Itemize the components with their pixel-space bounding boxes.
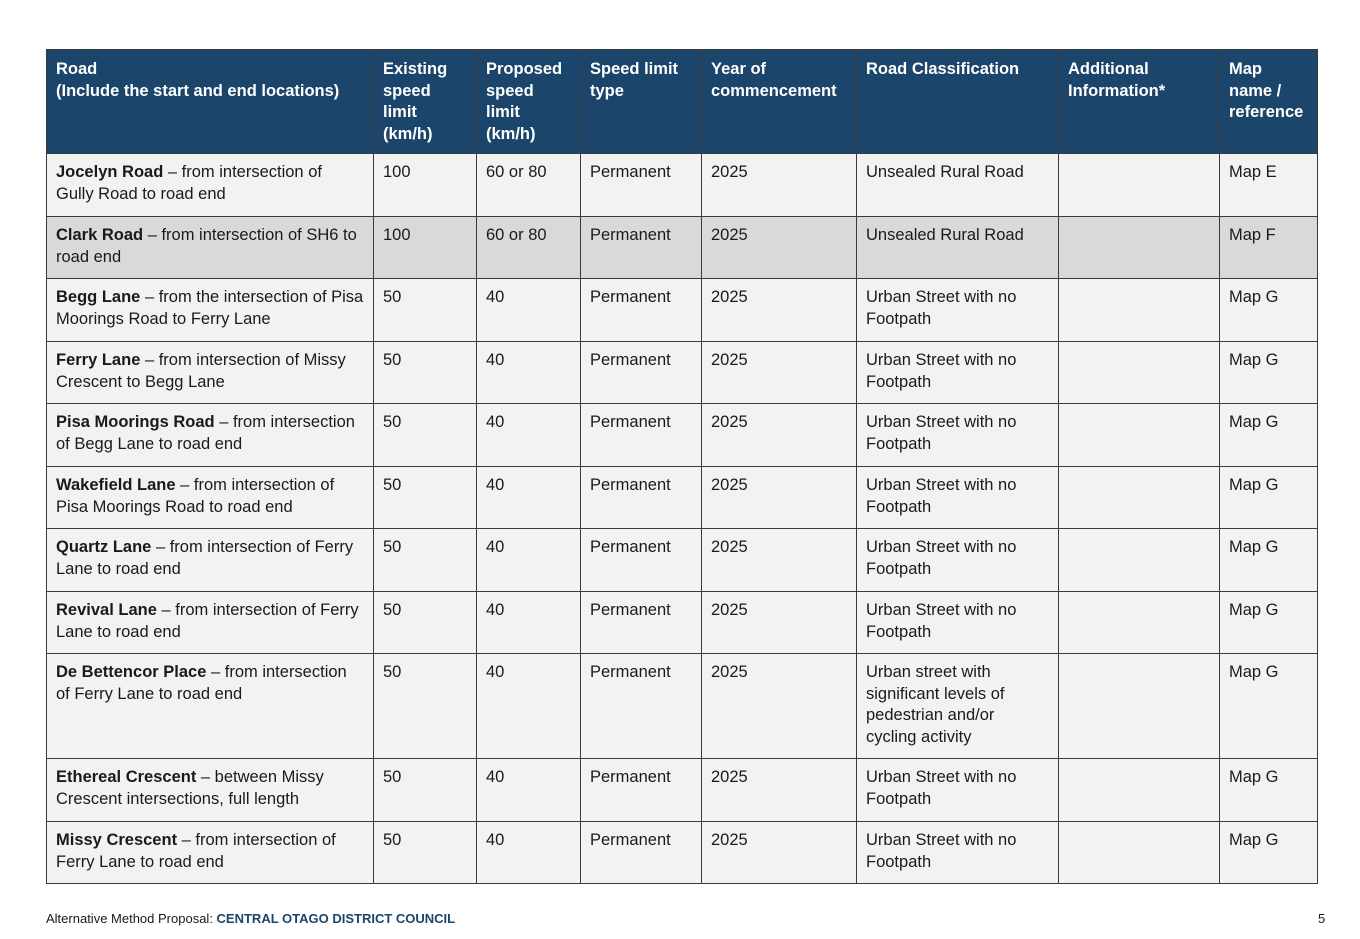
cell-speed-limit-type: Permanent: [581, 279, 702, 342]
header-road-subtitle: (Include the start and end locations): [56, 81, 340, 100]
cell-speed-limit-type: Permanent: [581, 529, 702, 592]
header-road-title: Road: [56, 60, 98, 78]
footer-label: Alternative Method Proposal:: [46, 911, 217, 926]
cell-year: 2025: [702, 654, 857, 759]
cell-speed-limit-type: Permanent: [581, 467, 702, 529]
cell-speed-limit-type: Permanent: [581, 759, 702, 822]
cell-road: [47, 404, 374, 467]
cell-road: [47, 217, 374, 279]
cell-additional-info: [1059, 822, 1220, 884]
cell-road: [47, 822, 374, 884]
cell-proposed-speed: 40: [477, 759, 581, 822]
cell-year: 2025: [702, 759, 857, 822]
cell-speed-limit-type: Permanent: [581, 154, 702, 217]
cell-map-reference: Map E: [1220, 154, 1318, 217]
page-footer: [46, 911, 455, 926]
road-name: Ferry Lane: [56, 351, 141, 369]
cell-road-classification: Urban Street with no Footpath: [857, 529, 1059, 592]
header-speed-limit-type: Speed limit type: [581, 50, 702, 154]
cell-proposed-speed: 60 or 80: [477, 217, 581, 279]
road-description: – from intersection of Pisa Moorings Road to road end: [56, 476, 335, 516]
cell-proposed-speed: 40: [477, 529, 581, 592]
cell-year: 2025: [702, 342, 857, 404]
cell-existing-speed: 50: [374, 342, 477, 404]
cell-map-reference: Map G: [1220, 342, 1318, 404]
road-name: Begg Lane: [56, 288, 141, 306]
cell-proposed-speed: 40: [477, 279, 581, 342]
table-row: [47, 342, 1318, 404]
footer-organisation: CENTRAL OTAGO DISTRICT COUNCIL: [216, 911, 456, 926]
cell-additional-info: [1059, 404, 1220, 467]
cell-road: [47, 467, 374, 529]
table-row: [47, 822, 1318, 884]
header-proposed-speed: Proposed speed limit (km/h): [477, 50, 581, 154]
cell-map-reference: Map G: [1220, 592, 1318, 654]
cell-proposed-speed: 40: [477, 342, 581, 404]
road-name: Ethereal Crescent: [56, 768, 197, 786]
cell-existing-speed: 50: [374, 279, 477, 342]
cell-proposed-speed: 40: [477, 654, 581, 759]
cell-proposed-speed: 40: [477, 592, 581, 654]
cell-year: 2025: [702, 404, 857, 467]
cell-road-classification: Urban Street with no Footpath: [857, 342, 1059, 404]
cell-proposed-speed: 40: [477, 404, 581, 467]
cell-additional-info: [1059, 467, 1220, 529]
cell-map-reference: Map G: [1220, 529, 1318, 592]
cell-proposed-speed: 60 or 80: [477, 154, 581, 217]
header-year: Year of commencement: [702, 50, 857, 154]
cell-existing-speed: 50: [374, 654, 477, 759]
table-row: [47, 654, 1318, 759]
cell-map-reference: Map F: [1220, 217, 1318, 279]
header-existing-speed: Existing speed limit (km/h): [374, 50, 477, 154]
cell-road-classification: Urban Street with no Footpath: [857, 759, 1059, 822]
page-number: 5: [1318, 911, 1326, 926]
road-description: – between Missy Crescent intersections, full length: [56, 768, 324, 808]
table-row: [47, 467, 1318, 529]
table-row: [47, 529, 1318, 592]
table-header-row: [47, 50, 1318, 154]
cell-additional-info: [1059, 279, 1220, 342]
cell-additional-info: [1059, 759, 1220, 822]
speed-limit-table: [46, 49, 1318, 884]
cell-map-reference: Map G: [1220, 467, 1318, 529]
road-description: – from intersection of SH6 to road end: [56, 226, 357, 266]
cell-year: 2025: [702, 467, 857, 529]
cell-year: 2025: [702, 529, 857, 592]
cell-road-classification: Urban street with significant levels of pedestrian and/or cycling activity: [857, 654, 1059, 759]
header-road-classification: Road Classification: [857, 50, 1059, 154]
road-description: – from intersection of Missy Crescent to Begg Lane: [56, 351, 346, 391]
cell-map-reference: Map G: [1220, 279, 1318, 342]
cell-road-classification: Urban Street with no Footpath: [857, 822, 1059, 884]
table-row: [47, 592, 1318, 654]
cell-speed-limit-type: Permanent: [581, 592, 702, 654]
road-name: Jocelyn Road: [56, 163, 164, 181]
cell-road-classification: Urban Street with no Footpath: [857, 404, 1059, 467]
table-row: [47, 279, 1318, 342]
cell-additional-info: [1059, 217, 1220, 279]
cell-road-classification: Urban Street with no Footpath: [857, 279, 1059, 342]
cell-map-reference: Map G: [1220, 759, 1318, 822]
cell-existing-speed: 50: [374, 759, 477, 822]
table-body: [47, 154, 1318, 884]
cell-proposed-speed: 40: [477, 467, 581, 529]
cell-road: [47, 154, 374, 217]
cell-speed-limit-type: Permanent: [581, 342, 702, 404]
table-row: [47, 154, 1318, 217]
road-description: – from the intersection of Pisa Moorings Road to Ferry Lane: [56, 288, 364, 328]
cell-additional-info: [1059, 592, 1220, 654]
cell-additional-info: [1059, 654, 1220, 759]
road-description: – from intersection of Begg Lane to road end: [56, 413, 355, 453]
cell-road: [47, 759, 374, 822]
cell-road-classification: Urban Street with no Footpath: [857, 467, 1059, 529]
road-name: Revival Lane: [56, 601, 157, 619]
road-description: – from intersection of Gully Road to road end: [56, 163, 322, 203]
cell-speed-limit-type: Permanent: [581, 404, 702, 467]
cell-road: [47, 654, 374, 759]
road-name: Wakefield Lane: [56, 476, 176, 494]
cell-additional-info: [1059, 529, 1220, 592]
cell-road-classification: Unsealed Rural Road: [857, 154, 1059, 217]
cell-speed-limit-type: Permanent: [581, 217, 702, 279]
road-description: – from intersection of Ferry Lane to road end: [56, 601, 359, 641]
cell-existing-speed: 100: [374, 217, 477, 279]
road-description: – from intersection of Ferry Lane to road end: [56, 831, 336, 871]
cell-existing-speed: 50: [374, 404, 477, 467]
cell-map-reference: Map G: [1220, 822, 1318, 884]
cell-year: 2025: [702, 592, 857, 654]
road-name: Quartz Lane: [56, 538, 152, 556]
road-name: Clark Road: [56, 226, 144, 244]
cell-year: 2025: [702, 217, 857, 279]
cell-existing-speed: 50: [374, 529, 477, 592]
cell-map-reference: Map G: [1220, 654, 1318, 759]
header-road: [47, 50, 374, 154]
header-additional-info: Additional Information*: [1059, 50, 1220, 154]
header-map-reference: Map name / reference: [1220, 50, 1318, 154]
cell-additional-info: [1059, 342, 1220, 404]
cell-speed-limit-type: Permanent: [581, 822, 702, 884]
cell-road: [47, 279, 374, 342]
road-description: – from intersection of Ferry Lane to road end: [56, 538, 354, 578]
cell-road-classification: Unsealed Rural Road: [857, 217, 1059, 279]
cell-year: 2025: [702, 154, 857, 217]
cell-road: [47, 342, 374, 404]
road-name: Missy Crescent: [56, 831, 178, 849]
cell-additional-info: [1059, 154, 1220, 217]
cell-road: [47, 592, 374, 654]
cell-road: [47, 529, 374, 592]
road-description: – from intersection of Ferry Lane to road end: [56, 663, 347, 703]
cell-year: 2025: [702, 822, 857, 884]
cell-existing-speed: 50: [374, 467, 477, 529]
cell-existing-speed: 50: [374, 592, 477, 654]
table-row: [47, 759, 1318, 822]
cell-year: 2025: [702, 279, 857, 342]
cell-speed-limit-type: Permanent: [581, 654, 702, 759]
cell-existing-speed: 100: [374, 154, 477, 217]
cell-existing-speed: 50: [374, 822, 477, 884]
cell-proposed-speed: 40: [477, 822, 581, 884]
table-row: [47, 217, 1318, 279]
table-row: [47, 404, 1318, 467]
road-name: De Bettencor Place: [56, 663, 207, 681]
cell-map-reference: Map G: [1220, 404, 1318, 467]
cell-road-classification: Urban Street with no Footpath: [857, 592, 1059, 654]
road-name: Pisa Moorings Road: [56, 413, 215, 431]
